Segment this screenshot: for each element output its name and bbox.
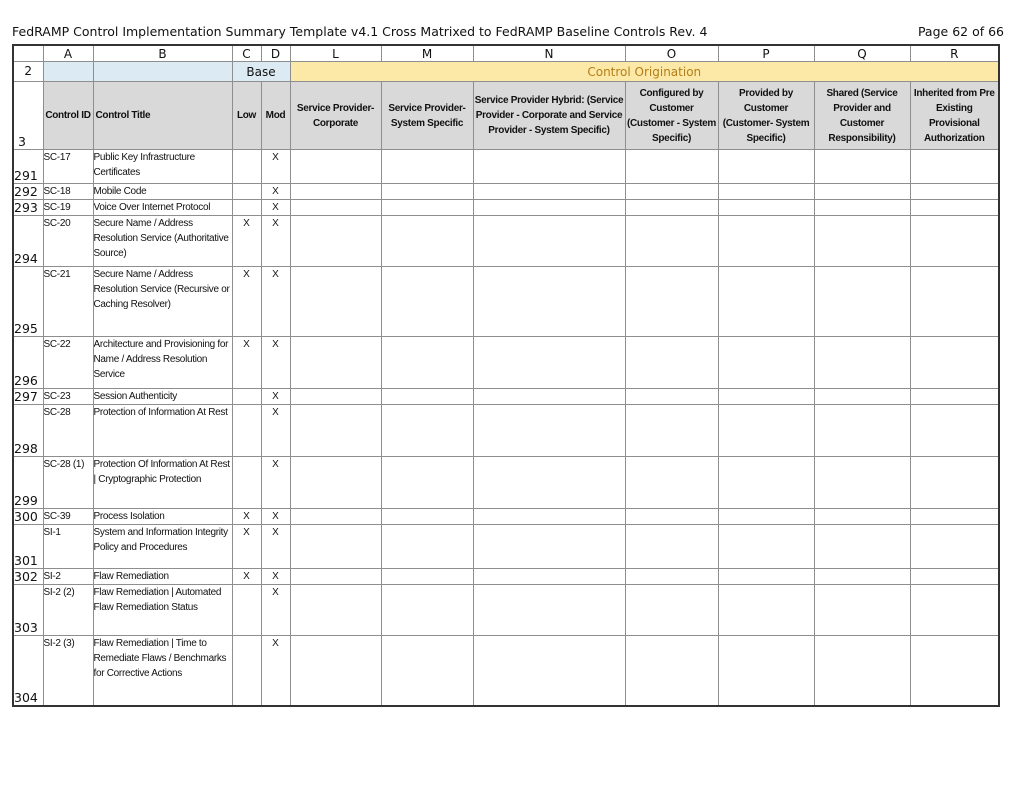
blank-cell — [93, 62, 232, 82]
table-row — [13, 150, 999, 184]
row-number: 297 — [13, 389, 43, 405]
column-letter: Q — [814, 45, 910, 62]
origination-cell — [290, 267, 381, 337]
origination-cell — [381, 405, 473, 457]
control-title: Protection Of Information At Rest | Cryptographic Protection — [93, 457, 232, 509]
origination-cell — [290, 569, 381, 585]
control-title: Process Isolation — [93, 509, 232, 525]
header-mod: Mod — [261, 82, 290, 150]
low-mark — [232, 150, 261, 184]
origination-cell — [814, 216, 910, 267]
column-letter: A — [43, 45, 93, 62]
table-body — [13, 45, 999, 706]
origination-cell — [718, 636, 814, 706]
origination-cell — [381, 184, 473, 200]
control-title: Secure Name / Address Resolution Service (Authoritative Source) — [93, 216, 232, 267]
origination-cell — [290, 457, 381, 509]
header-control-title: Control Title — [93, 82, 232, 150]
blank-cell — [43, 62, 93, 82]
origination-cell — [625, 267, 718, 337]
row-number: 303 — [13, 585, 43, 636]
low-mark: X — [232, 216, 261, 267]
origination-cell — [718, 585, 814, 636]
control-title: Architecture and Provisioning for Name / Address Resolution Service — [93, 337, 232, 389]
origination-cell — [718, 200, 814, 216]
control-id: SC-23 — [43, 389, 93, 405]
origination-cell — [381, 525, 473, 569]
origination-cell — [290, 405, 381, 457]
table-row — [13, 337, 999, 389]
baseline-group-label: Base — [232, 62, 290, 82]
mod-mark: X — [261, 457, 290, 509]
origination-cell — [381, 569, 473, 585]
origination-cell — [381, 216, 473, 267]
origination-cell — [814, 636, 910, 706]
control-id: SC-28 (1) — [43, 457, 93, 509]
control-title: Secure Name / Address Resolution Service (Recursive or Caching Resolver) — [93, 267, 232, 337]
origination-cell — [381, 457, 473, 509]
mod-mark: X — [261, 267, 290, 337]
control-id: SI-2 (3) — [43, 636, 93, 706]
origination-cell — [473, 337, 625, 389]
table-row — [13, 389, 999, 405]
origination-cell — [473, 636, 625, 706]
row-number: 296 — [13, 337, 43, 389]
origination-cell — [290, 509, 381, 525]
origination-cell — [625, 389, 718, 405]
origination-cell — [910, 150, 999, 184]
table-row — [13, 405, 999, 457]
origination-cell — [718, 267, 814, 337]
origination-cell — [910, 267, 999, 337]
origination-cell — [290, 150, 381, 184]
field-header-row — [13, 82, 999, 150]
low-mark — [232, 200, 261, 216]
origination-cell — [814, 150, 910, 184]
origination-cell — [381, 389, 473, 405]
mod-mark: X — [261, 636, 290, 706]
origination-cell — [814, 569, 910, 585]
origination-cell — [473, 184, 625, 200]
control-title: Protection of Information At Rest — [93, 405, 232, 457]
origination-cell — [814, 200, 910, 216]
origination-cell — [625, 585, 718, 636]
table-row — [13, 525, 999, 569]
origination-cell — [910, 389, 999, 405]
header-shared: Shared (Service Provider and Customer Responsibility) — [814, 82, 910, 150]
table-row — [13, 184, 999, 200]
low-mark — [232, 636, 261, 706]
header-sp-hybrid: Service Provider Hybrid: (Service Provider - Corporate and Service Provider - System Specific) — [473, 82, 625, 150]
control-id: SC-21 — [43, 267, 93, 337]
control-title: Mobile Code — [93, 184, 232, 200]
origination-cell — [625, 337, 718, 389]
origination-cell — [381, 509, 473, 525]
origination-cell — [910, 200, 999, 216]
origination-cell — [910, 337, 999, 389]
origination-cell — [814, 525, 910, 569]
column-letter: L — [290, 45, 381, 62]
origination-cell — [290, 184, 381, 200]
origination-cell — [625, 569, 718, 585]
origination-cell — [910, 636, 999, 706]
origination-cell — [381, 585, 473, 636]
origination-cell — [473, 200, 625, 216]
header-configured-by-customer: Configured by Customer (Customer - System Specific) — [625, 82, 718, 150]
low-mark: X — [232, 267, 261, 337]
column-letter: P — [718, 45, 814, 62]
origination-cell — [473, 389, 625, 405]
origination-cell — [814, 337, 910, 389]
control-id: SC-28 — [43, 405, 93, 457]
header-low: Low — [232, 82, 261, 150]
origination-cell — [625, 405, 718, 457]
origination-cell — [473, 457, 625, 509]
control-id: SI-2 (2) — [43, 585, 93, 636]
row-number: 298 — [13, 405, 43, 457]
column-letter: D — [261, 45, 290, 62]
low-mark: X — [232, 525, 261, 569]
low-mark: X — [232, 509, 261, 525]
origination-cell — [814, 509, 910, 525]
control-title: Voice Over Internet Protocol — [93, 200, 232, 216]
origination-cell — [381, 200, 473, 216]
origination-cell — [910, 216, 999, 267]
origination-cell — [910, 405, 999, 457]
origination-cell — [718, 184, 814, 200]
origination-cell — [473, 150, 625, 184]
header-inherited: Inherited from Pre Existing Provisional Authorization — [910, 82, 999, 150]
table-row — [13, 569, 999, 585]
low-mark: X — [232, 569, 261, 585]
column-letter: B — [93, 45, 232, 62]
origination-cell — [290, 585, 381, 636]
control-id: SC-18 — [43, 184, 93, 200]
header-provided-by-customer: Provided by Customer (Customer- System Specific) — [718, 82, 814, 150]
row-number: 2 — [13, 62, 43, 82]
row-number: 292 — [13, 184, 43, 200]
table-row — [13, 585, 999, 636]
origination-cell — [625, 457, 718, 509]
origination-cell — [718, 525, 814, 569]
control-id: SC-22 — [43, 337, 93, 389]
control-id: SC-17 — [43, 150, 93, 184]
origination-cell — [910, 184, 999, 200]
origination-cell — [381, 636, 473, 706]
table-row — [13, 267, 999, 337]
table-row — [13, 636, 999, 706]
row-number: 293 — [13, 200, 43, 216]
row-number: 299 — [13, 457, 43, 509]
origination-cell — [718, 509, 814, 525]
origination-cell — [290, 389, 381, 405]
control-title: System and Information Integrity Policy and Procedures — [93, 525, 232, 569]
origination-cell — [910, 585, 999, 636]
corner-cell — [13, 45, 43, 62]
origination-cell — [910, 509, 999, 525]
mod-mark: X — [261, 216, 290, 267]
control-title: Public Key Infrastructure Certificates — [93, 150, 232, 184]
mod-mark: X — [261, 569, 290, 585]
table-row — [13, 216, 999, 267]
row-number: 294 — [13, 216, 43, 267]
low-mark — [232, 585, 261, 636]
mod-mark: X — [261, 585, 290, 636]
origination-cell — [718, 150, 814, 184]
mod-mark: X — [261, 509, 290, 525]
origination-cell — [381, 150, 473, 184]
document-title: FedRAMP Control Implementation Summary Template v4.1 Cross Matrixed to FedRAMP Baseline Controls Rev. 4 — [12, 24, 708, 39]
control-title: Session Authenticity — [93, 389, 232, 405]
origination-cell — [910, 525, 999, 569]
low-mark — [232, 389, 261, 405]
control-id: SC-19 — [43, 200, 93, 216]
row-number: 304 — [13, 636, 43, 706]
origination-cell — [718, 569, 814, 585]
origination-cell — [910, 569, 999, 585]
origination-cell — [290, 525, 381, 569]
group-header-row — [13, 62, 999, 82]
control-id: SC-39 — [43, 509, 93, 525]
mod-mark: X — [261, 525, 290, 569]
header-control-id: Control ID — [43, 82, 93, 150]
header-sp-system-specific: Service Provider- System Specific — [381, 82, 473, 150]
origination-cell — [625, 525, 718, 569]
control-id: SI-2 — [43, 569, 93, 585]
origination-cell — [473, 267, 625, 337]
origination-cell — [290, 636, 381, 706]
origination-cell — [814, 457, 910, 509]
control-id: SC-20 — [43, 216, 93, 267]
low-mark — [232, 184, 261, 200]
column-letter: O — [625, 45, 718, 62]
row-number: 291 — [13, 150, 43, 184]
origination-cell — [473, 569, 625, 585]
origination-cell — [290, 216, 381, 267]
control-matrix-table — [12, 44, 1000, 707]
origination-cell — [814, 267, 910, 337]
origination-cell — [625, 184, 718, 200]
origination-cell — [814, 389, 910, 405]
origination-cell — [718, 457, 814, 509]
origination-cell — [625, 509, 718, 525]
origination-cell — [381, 267, 473, 337]
table-row — [13, 509, 999, 525]
row-number: 302 — [13, 569, 43, 585]
mod-mark: X — [261, 337, 290, 389]
mod-mark: X — [261, 405, 290, 457]
mod-mark: X — [261, 389, 290, 405]
row-number: 301 — [13, 525, 43, 569]
origination-cell — [814, 184, 910, 200]
origination-cell — [625, 150, 718, 184]
page-number: Page 62 of 66 — [917, 24, 1004, 39]
origination-cell — [718, 405, 814, 457]
control-title: Flaw Remediation | Automated Flaw Remediation Status — [93, 585, 232, 636]
column-letter: R — [910, 45, 999, 62]
row-number: 295 — [13, 267, 43, 337]
control-origination-label: Control Origination — [290, 62, 999, 82]
origination-cell — [473, 585, 625, 636]
mod-mark: X — [261, 184, 290, 200]
origination-cell — [473, 509, 625, 525]
column-letter: C — [232, 45, 261, 62]
row-number: 3 — [13, 82, 43, 150]
header-sp-corporate: Service Provider- Corporate — [290, 82, 381, 150]
origination-cell — [625, 636, 718, 706]
origination-cell — [381, 337, 473, 389]
low-mark — [232, 405, 261, 457]
column-letter-row — [13, 45, 999, 62]
origination-cell — [718, 216, 814, 267]
origination-cell — [473, 525, 625, 569]
origination-cell — [290, 200, 381, 216]
control-id: SI-1 — [43, 525, 93, 569]
control-title: Flaw Remediation — [93, 569, 232, 585]
column-letter: M — [381, 45, 473, 62]
low-mark — [232, 457, 261, 509]
origination-cell — [814, 585, 910, 636]
origination-cell — [290, 337, 381, 389]
row-number: 300 — [13, 509, 43, 525]
origination-cell — [718, 337, 814, 389]
origination-cell — [718, 389, 814, 405]
origination-cell — [625, 216, 718, 267]
mod-mark: X — [261, 200, 290, 216]
origination-cell — [473, 405, 625, 457]
column-letter: N — [473, 45, 625, 62]
mod-mark: X — [261, 150, 290, 184]
origination-cell — [625, 200, 718, 216]
low-mark: X — [232, 337, 261, 389]
origination-cell — [910, 457, 999, 509]
origination-cell — [473, 216, 625, 267]
control-title: Flaw Remediation | Time to Remediate Flaws / Benchmarks for Corrective Actions — [93, 636, 232, 706]
origination-cell — [814, 405, 910, 457]
table-row — [13, 200, 999, 216]
table-row — [13, 457, 999, 509]
